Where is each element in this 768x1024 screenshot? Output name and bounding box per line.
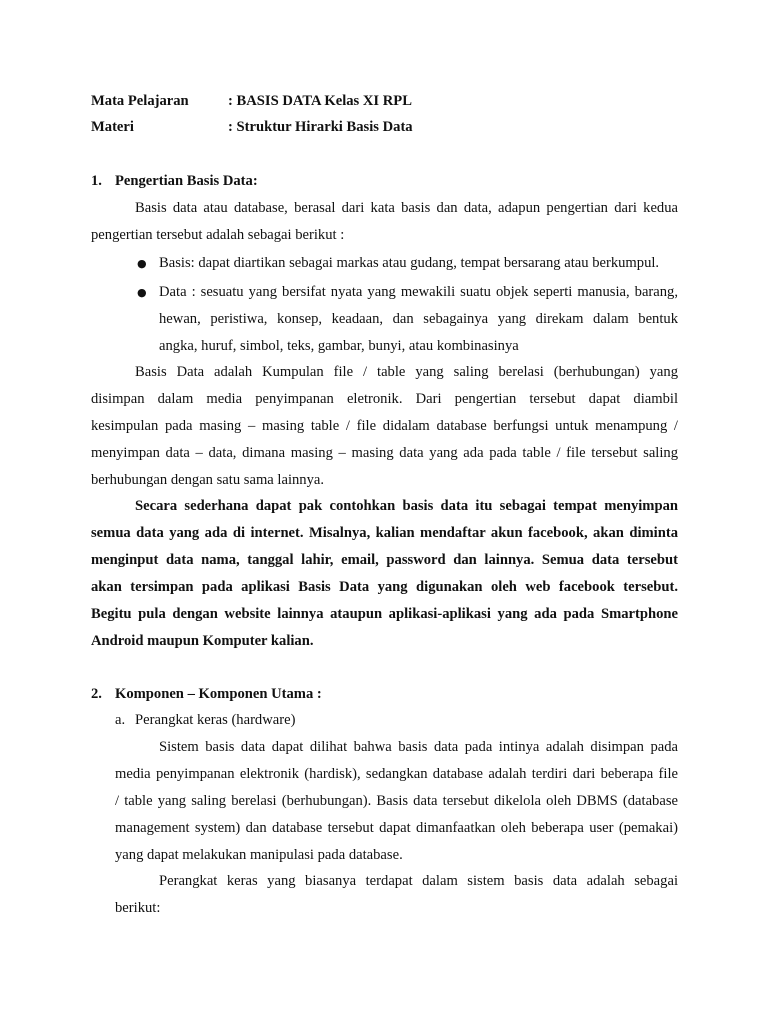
paragraph-line: semua data yang ada di internet. Misalnya, kalian mendaftar akun facebook, akan diminta <box>91 525 678 541</box>
paragraph-line: akan tersimpan pada aplikasi Basis Data yang digunakan oleh web facebook tersebut. <box>91 579 678 595</box>
paragraph-line: yang dapat melakukan manipulasi pada database. <box>115 847 403 863</box>
paragraph-line: management system) dan database tersebut dapat dimanfaatkan oleh beberapa user (pemakai) <box>115 820 678 836</box>
paragraph-line: Sistem basis data dapat dilihat bahwa basis data pada intinya adalah disimpan pada <box>159 739 678 755</box>
subject-label: Mata Pelajaran <box>91 93 189 109</box>
paragraph-line: menyimpan data – data, dimana masing – masing data yang ada pada table / file tersebut saling <box>91 445 678 461</box>
paragraph-line: Android maupun Komputer kalian. <box>91 633 314 649</box>
paragraph-line: kesimpulan pada masing – masing table / file didalam database berfungsi untuk menampung / <box>91 418 678 434</box>
material-value: : Struktur Hirarki Basis Data <box>228 119 413 135</box>
section-1-number: 1. <box>91 173 102 189</box>
section-2-number: 2. <box>91 686 102 702</box>
paragraph-line: berikut: <box>115 900 161 916</box>
bullet-item-line: angka, huruf, simbol, teks, gambar, bunyi, atau kombinasinya <box>159 338 519 354</box>
bullet-item: Basis: dapat diartikan sebagai markas atau gudang, tempat bersarang atau berkumpul. <box>159 255 660 271</box>
paragraph-line: media penyimpanan elektronik (hardisk), sedangkan database adalah terdiri dari beberapa file <box>115 766 678 782</box>
paragraph-line: menginput data nama, tanggal lahir, email, password dan lainnya. Semua data tersebut <box>91 552 678 568</box>
paragraph-line: Basis data atau database, berasal dari kata basis dan data, adapun pengertian dari kedua <box>135 200 678 216</box>
paragraph-line: Secara sederhana dapat pak contohkan basis data itu sebagai tempat menyimpan <box>135 498 678 514</box>
paragraph-line: Begitu pula dengan website lainnya ataupun aplikasi-aplikasi yang ada pada Smartphone <box>91 606 678 622</box>
bullet-icon: ● <box>137 286 147 299</box>
paragraph-line: / table yang saling berelasi (berhubungan). Basis data tersebut dikelola oleh DBMS (database <box>115 793 678 809</box>
paragraph-line: pengertian tersebut adalah sebagai berikut : <box>91 227 345 243</box>
subject-value: : BASIS DATA Kelas XI RPL <box>228 93 412 109</box>
paragraph-line: Perangkat keras yang biasanya terdapat dalam sistem basis data adalah sebagai <box>159 873 678 889</box>
material-label: Materi <box>91 119 134 135</box>
paragraph-line: disimpan dalam media penyimpanan eletronik. Dari pengertian tersebut dapat diambil <box>91 391 678 407</box>
section-1-title: Pengertian Basis Data: <box>115 173 258 189</box>
bullet-item: Data : sesuatu yang bersifat nyata yang mewakili suatu objek seperti manusia, barang, <box>159 284 678 300</box>
subsection-marker: a. <box>115 712 126 728</box>
bullet-icon: ● <box>137 257 147 270</box>
paragraph-line: Basis Data adalah Kumpulan file / table yang saling berelasi (berhubungan) yang <box>135 364 678 380</box>
paragraph-line: berhubungan dengan satu sama lainnya. <box>91 472 325 488</box>
section-2-title: Komponen – Komponen Utama : <box>115 686 322 702</box>
subsection-title: Perangkat keras (hardware) <box>135 712 296 728</box>
bullet-item-line: hewan, peristiwa, konsep, keadaan, dan sebagainya yang direkam dalam bentuk <box>159 311 678 327</box>
